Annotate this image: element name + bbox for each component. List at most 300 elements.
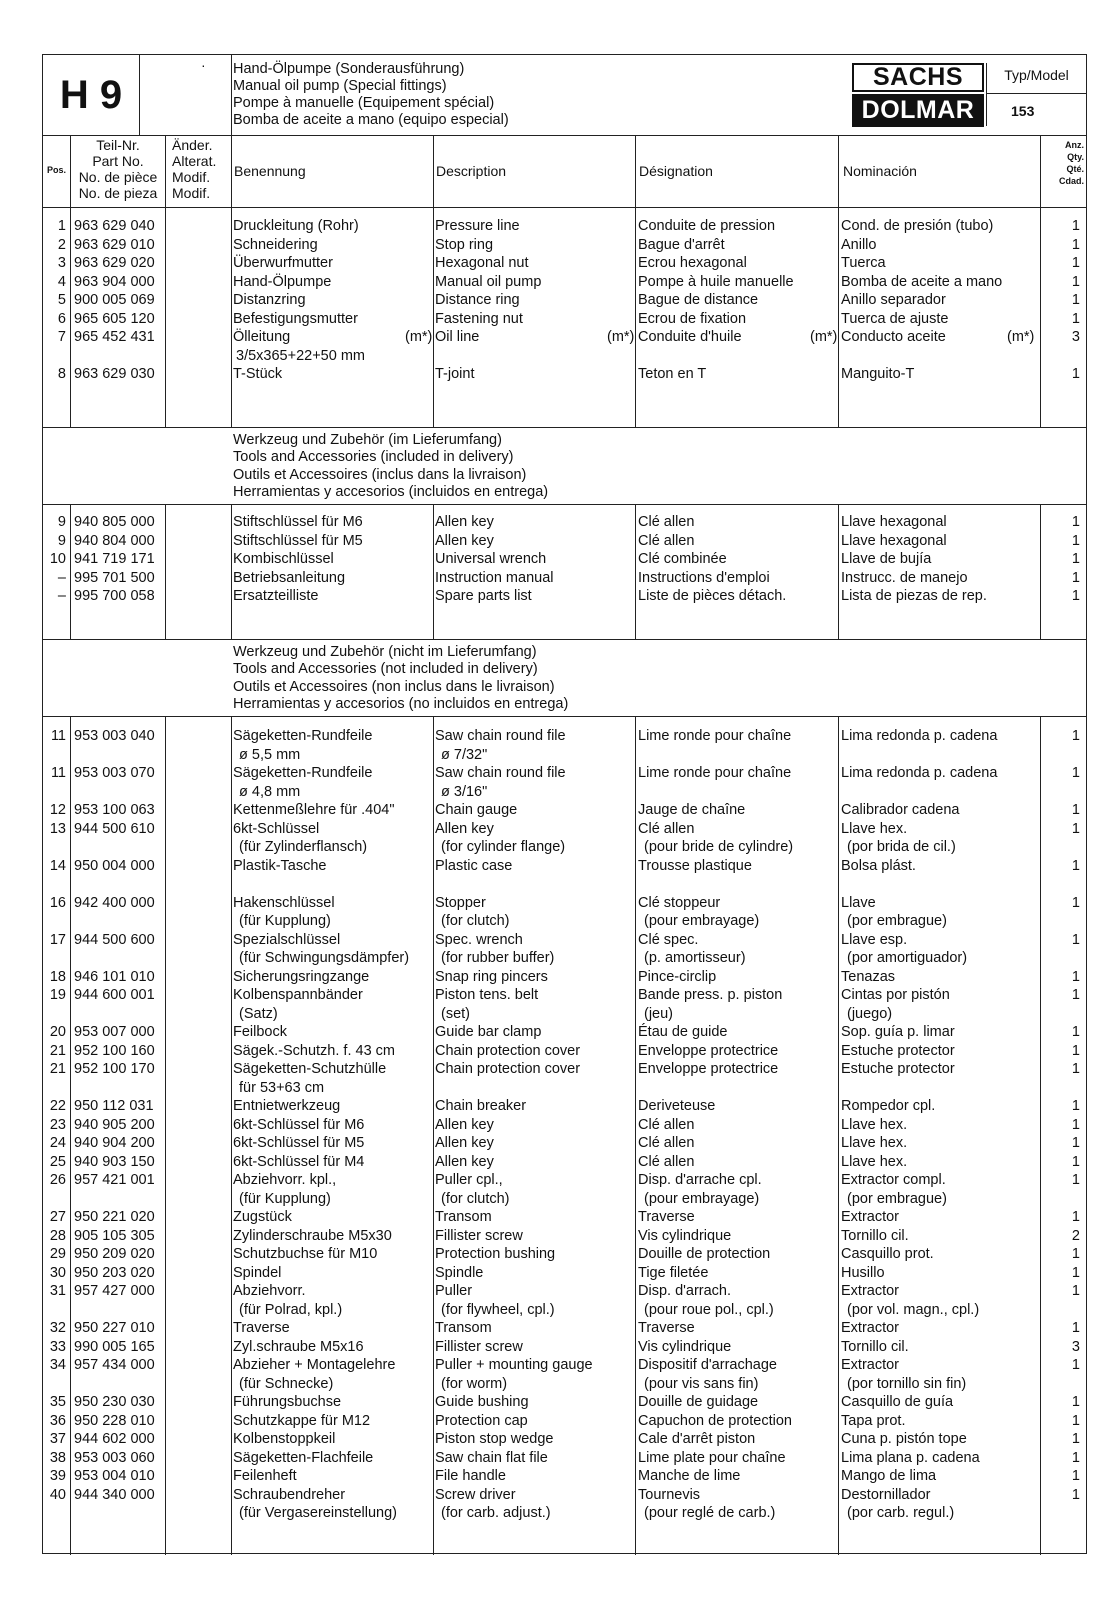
row-designation: Traverse: [638, 1209, 695, 1225]
row-nominacion: Sop. guía p. limar: [841, 1024, 955, 1040]
row-qty: 1: [1071, 1283, 1080, 1299]
row-description: Spec. wrench: [435, 931, 523, 948]
brand-sachs: SACHS: [852, 63, 984, 92]
row-nominacion: Llave hex.: [841, 820, 908, 837]
row-benennung: Sägeketten-Rundfeile: [233, 765, 373, 781]
brand-logo: [852, 63, 984, 127]
brand-dolmar: DOLMAR: [852, 94, 984, 127]
col-part-de: Teil-Nr.: [96, 137, 140, 153]
row-part-number: 900 005 069: [74, 292, 155, 308]
column-divider: [231, 207, 232, 427]
col-nominacion: Nominación: [838, 135, 1040, 207]
row-designation-detail: (jeu): [644, 1005, 674, 1022]
column-divider: [70, 207, 71, 427]
row-description: Fillister screw: [435, 1227, 523, 1244]
row-description: Spare parts list: [435, 588, 532, 604]
row-benennung: Stiftschlüssel für M6: [233, 514, 363, 530]
row-pos: 28: [49, 1227, 66, 1244]
row-benennung: Betriebsanleitung: [233, 569, 346, 586]
not-included-heading-de: Werkzeug und Zubehör (nicht im Lieferumfang): [233, 644, 537, 660]
row-description: Oil line: [435, 329, 480, 345]
row-nominacion: Casquillo prot.: [841, 1246, 934, 1262]
column-divider: [231, 717, 232, 1555]
row-qty: 1: [1071, 255, 1080, 271]
row-part-number: 965 605 120: [74, 310, 155, 327]
not-included-heading-es: Herramientas y accesorios (no incluidos en entrega): [233, 695, 569, 712]
row-nominacion: Tenazas: [841, 968, 896, 985]
row-description: Distance ring: [435, 292, 520, 308]
col-pos: Pos.: [46, 165, 66, 175]
included-heading-en: Tools and Accessories (included in delivery): [233, 449, 514, 466]
row-benennung: Abziehvorr. kpl.,: [233, 1172, 337, 1188]
row-qty: 1: [1071, 310, 1080, 327]
col-qty: [1040, 135, 1086, 207]
row-nominacion: Lista de piezas de rep.: [841, 588, 987, 604]
row-designation: Trousse plastique: [638, 857, 752, 874]
row-benennung: Kombischlüssel: [233, 551, 334, 567]
row-pos: 10: [49, 551, 66, 567]
row-pos: 9: [57, 532, 66, 549]
column-divider: [70, 505, 71, 639]
row-description-detail: (for cylinder flange): [441, 839, 566, 855]
row-part-number: 950 221 020: [74, 1209, 155, 1225]
row-pos: 13: [49, 820, 66, 837]
row-pos: 9: [57, 514, 66, 530]
row-pos: 33: [49, 1338, 66, 1355]
row-qty: 1: [1071, 1209, 1080, 1225]
col-alter-es: Modif.: [172, 185, 211, 201]
col-alteration: [165, 135, 231, 207]
section-main-parts: [43, 207, 1086, 427]
row-benennung: 6kt-Schlüssel: [233, 820, 320, 837]
row-designation: Étau de guide: [638, 1024, 728, 1040]
row-qty: 3: [1071, 1338, 1080, 1355]
row-nominacion: Lima redonda p. cadena: [841, 728, 998, 744]
row-qty: 1: [1071, 514, 1080, 530]
column-divider: [165, 207, 166, 427]
row-benennung-detail: 3/5x365+22+50 mm: [236, 347, 365, 364]
col-qty-fr: Qté.: [1066, 164, 1084, 174]
row-part-number: 963 629 040: [74, 218, 155, 234]
row-designation-detail: (pour roue pol., cpl.): [644, 1301, 774, 1318]
row-designation-detail: (pour embrayage): [644, 1190, 760, 1207]
row-designation: Liste de pièces détach.: [638, 588, 787, 604]
row-designation: Clé allen: [638, 1135, 695, 1151]
column-divider: [70, 717, 71, 1555]
column-divider: [635, 717, 636, 1555]
row-nominacion: Anillo: [841, 236, 877, 253]
row-designation: Lime ronde pour chaîne: [638, 728, 792, 744]
row-qty: 1: [1071, 728, 1080, 744]
row-qty: 1: [1071, 588, 1080, 604]
row-nominacion: Estuche protector: [841, 1061, 955, 1077]
row-material-mark: (m*): [405, 329, 433, 345]
row-benennung-detail: ø 4,8 mm: [239, 783, 301, 800]
row-nominacion-detail: (por tornillo sin fin): [847, 1375, 967, 1392]
row-nominacion: Llave hexagonal: [841, 514, 947, 530]
row-description: Stop ring: [435, 236, 494, 253]
row-part-number: 944 500 610: [74, 820, 155, 837]
row-nominacion: Llave hexagonal: [841, 532, 947, 549]
page-header: [43, 55, 1086, 136]
row-benennung: 6kt-Schlüssel für M6: [233, 1116, 365, 1133]
row-designation: Clé spec.: [638, 931, 699, 948]
row-nominacion: Cintas por pistón: [841, 987, 950, 1003]
row-pos: 40: [49, 1486, 66, 1503]
row-designation-detail: (pour vis sans fin): [644, 1375, 759, 1392]
row-part-number: 953 003 060: [74, 1449, 155, 1466]
row-description: Screw driver: [435, 1486, 516, 1503]
row-description: Snap ring pincers: [435, 968, 548, 985]
column-divider: [635, 207, 636, 427]
row-nominacion: Bomba de aceite a mano: [841, 273, 1003, 290]
row-benennung-detail: (für Zylinderflansch): [239, 839, 368, 855]
row-pos: 39: [49, 1468, 66, 1484]
row-benennung: Druckleitung (Rohr): [233, 218, 359, 234]
row-material-mark: (m*): [1007, 329, 1035, 345]
row-benennung-detail: (für Schnecke): [239, 1375, 334, 1392]
row-pos: 23: [49, 1116, 66, 1133]
row-description: Transom: [435, 1209, 492, 1225]
col-part-fr: No. de pièce: [78, 169, 158, 185]
row-designation: Tige filetée: [638, 1264, 709, 1281]
row-benennung: 6kt-Schlüssel für M5: [233, 1135, 365, 1151]
row-part-number: 950 112 031: [74, 1098, 154, 1114]
included-heading-fr: Outils et Accessoires (inclus dans la livraison): [233, 466, 527, 483]
row-nominacion: Llave: [841, 894, 876, 911]
row-pos: 35: [49, 1394, 66, 1410]
row-description: Plastic case: [435, 857, 513, 874]
row-designation: Tournevis: [638, 1486, 701, 1503]
column-divider: [433, 717, 434, 1555]
row-nominacion: Llave hex.: [841, 1135, 908, 1151]
row-designation: Douille de protection: [638, 1246, 771, 1262]
row-part-number: 965 452 431: [74, 329, 155, 345]
row-qty: 1: [1071, 1320, 1080, 1336]
column-header-row: [43, 135, 1086, 208]
row-pos: 37: [49, 1431, 66, 1447]
row-nominacion-detail: (juego): [847, 1005, 893, 1022]
col-description: Description: [433, 135, 635, 207]
row-qty: 1: [1071, 1431, 1080, 1447]
row-description: Allen key: [435, 532, 494, 549]
row-nominacion: Extractor: [841, 1283, 900, 1299]
row-description: Fillister screw: [435, 1338, 523, 1355]
row-part-number: 953 004 010: [74, 1468, 155, 1484]
row-description: Saw chain flat file: [435, 1449, 548, 1466]
row-part-number: 944 602 000: [74, 1431, 155, 1447]
title-line-es: Bomba de aceite a mano (equipo especial): [233, 112, 509, 128]
row-nominacion: Llave hex.: [841, 1153, 908, 1170]
row-description: Guide bar clamp: [435, 1024, 542, 1040]
row-qty: 1: [1071, 1264, 1080, 1281]
col-part-es: No. de pieza: [78, 185, 158, 201]
row-part-number: 942 400 000: [74, 894, 155, 911]
col-benennung: Benennung: [231, 135, 433, 207]
row-designation: Clé allen: [638, 1116, 695, 1133]
col-alter-en: Alterat.: [172, 153, 217, 169]
row-designation: Conduite d'huile: [638, 329, 742, 345]
row-qty: 1: [1071, 1357, 1080, 1373]
row-part-number: 950 004 000: [74, 857, 155, 874]
row-benennung: Distanzring: [233, 292, 306, 308]
row-designation: Jauge de chaîne: [638, 802, 746, 818]
row-part-number: 944 500 600: [74, 931, 155, 948]
row-pos: 14: [49, 857, 66, 874]
row-qty: 1: [1071, 551, 1080, 567]
row-pos: 20: [49, 1024, 66, 1040]
row-description-detail: (for rubber buffer): [441, 950, 555, 966]
row-description-detail: (for worm): [441, 1375, 508, 1392]
row-nominacion: Calibrador cadena: [841, 802, 960, 818]
row-qty: 1: [1071, 218, 1080, 234]
row-nominacion: Mango de lima: [841, 1468, 937, 1484]
row-pos: 26: [49, 1172, 66, 1188]
row-description: Guide bushing: [435, 1394, 529, 1410]
row-description: Allen key: [435, 1135, 494, 1151]
row-designation: Vis cylindrique: [638, 1227, 732, 1244]
row-benennung: Schutzkappe für M12: [233, 1412, 371, 1429]
row-nominacion: Llave de bujía: [841, 551, 932, 567]
row-pos: 19: [49, 987, 66, 1003]
row-description-detail: (for carb. adjust.): [441, 1505, 551, 1521]
row-description-detail: (for flywheel, cpl.): [441, 1301, 555, 1318]
col-alter-de: Änder.: [172, 137, 213, 153]
row-description: Stopper: [435, 894, 486, 911]
row-pos: 17: [49, 931, 66, 948]
row-benennung: Kolbenspannbänder: [233, 987, 363, 1003]
row-pos: 16: [49, 894, 66, 911]
row-benennung: Kolbenstoppkeil: [233, 1431, 336, 1447]
row-description-detail: (set): [441, 1005, 470, 1022]
row-description: Manual oil pump: [435, 273, 542, 290]
parts-list-sheet: [42, 54, 1087, 1554]
row-nominacion: Extractor: [841, 1357, 900, 1373]
row-pos: 24: [49, 1135, 66, 1151]
row-description: Instruction manual: [435, 569, 554, 586]
row-nominacion: Destornillador: [841, 1486, 931, 1503]
row-qty: 2: [1071, 1227, 1080, 1244]
row-designation: Lime plate pour chaîne: [638, 1449, 786, 1466]
model-box: [986, 63, 1086, 127]
row-designation: Disp. d'arrache cpl.: [638, 1172, 762, 1188]
row-pos: 25: [49, 1153, 66, 1170]
row-qty: 1: [1071, 1412, 1080, 1429]
row-nominacion: Bolsa plást.: [841, 857, 916, 874]
row-pos: –: [57, 569, 66, 586]
row-designation: Instructions d'emploi: [638, 569, 770, 586]
row-description-detail: (for clutch): [441, 1190, 510, 1207]
row-nominacion-detail: (por amortiguador): [847, 950, 968, 966]
row-nominacion-detail: (por embrague): [847, 913, 947, 929]
row-benennung: Befestigungsmutter: [233, 310, 358, 327]
row-description: Allen key: [435, 1153, 494, 1170]
row-qty: 1: [1071, 1042, 1080, 1059]
row-designation: Traverse: [638, 1320, 695, 1336]
row-nominacion: Estuche protector: [841, 1042, 955, 1059]
row-description: Puller: [435, 1283, 473, 1299]
row-pos: 29: [49, 1246, 66, 1262]
row-description: Piston stop wedge: [435, 1431, 554, 1447]
row-nominacion: Lima redonda p. cadena: [841, 765, 998, 781]
row-description: Puller + mounting gauge: [435, 1357, 593, 1373]
row-designation: Cale d'arrêt piston: [638, 1431, 756, 1447]
row-designation-detail: (pour reglé de carb.): [644, 1505, 776, 1521]
row-description: Chain breaker: [435, 1098, 527, 1114]
row-designation: Douille de guidage: [638, 1394, 759, 1410]
row-benennung: Stiftschlüssel für M5: [233, 532, 363, 549]
row-qty: 1: [1071, 1153, 1080, 1170]
row-designation: Clé allen: [638, 532, 695, 549]
row-qty: 1: [1071, 1116, 1080, 1133]
row-description: T-joint: [435, 366, 475, 382]
row-pos: 30: [49, 1264, 66, 1281]
row-designation: Teton en T: [638, 366, 707, 382]
model-number: 153: [986, 94, 1086, 126]
row-part-number: 957 421 001: [74, 1172, 155, 1188]
row-pos: –: [57, 588, 66, 604]
row-benennung: Spindel: [233, 1264, 282, 1281]
row-nominacion: Casquillo de guía: [841, 1394, 954, 1410]
row-qty: 1: [1071, 765, 1080, 781]
column-divider: [635, 505, 636, 639]
row-designation: Conduite de pression: [638, 218, 776, 234]
row-description: Protection cap: [435, 1412, 528, 1429]
row-qty: 1: [1071, 1468, 1080, 1484]
row-part-number: 952 100 170: [74, 1061, 155, 1077]
row-pos: 22: [49, 1098, 66, 1114]
row-pos: 18: [49, 968, 66, 985]
row-qty: 1: [1071, 1486, 1080, 1503]
row-part-number: 995 701 500: [74, 569, 155, 586]
row-nominacion: Tuerca: [841, 255, 886, 271]
row-designation-detail: (pour bride de cylindre): [644, 839, 794, 855]
page-title: [233, 61, 509, 129]
header-bullet: ·: [201, 57, 206, 73]
row-part-number: 995 700 058: [74, 588, 155, 604]
row-part-number: 950 209 020: [74, 1246, 155, 1262]
section-included-tools: [43, 505, 1086, 639]
row-benennung-detail: (Satz): [239, 1005, 278, 1022]
col-qty-en: Qty.: [1067, 152, 1084, 162]
row-nominacion: Anillo separador: [841, 292, 946, 308]
row-part-number: 953 100 063: [74, 802, 155, 818]
row-benennung: Sägeketten-Flachfeile: [233, 1449, 374, 1466]
row-pos: 3: [57, 255, 66, 271]
row-part-number: 950 230 030: [74, 1394, 155, 1410]
row-designation: Clé stoppeur: [638, 894, 721, 911]
row-benennung: Abziehvorr.: [233, 1283, 306, 1299]
row-part-number: 940 904 200: [74, 1135, 155, 1151]
row-qty: 1: [1071, 802, 1080, 818]
row-designation: Vis cylindrique: [638, 1338, 732, 1355]
row-description-detail: (for clutch): [441, 913, 510, 929]
row-pos: 36: [49, 1412, 66, 1429]
row-benennung: Entnietwerkzeug: [233, 1098, 341, 1114]
row-description-detail: ø 3/16": [441, 783, 488, 800]
row-part-number: 952 100 160: [74, 1042, 155, 1059]
column-divider: [838, 207, 839, 427]
row-benennung-detail: ø 5,5 mm: [239, 746, 301, 763]
row-nominacion: Lima plana p. cadena: [841, 1449, 980, 1466]
column-divider: [433, 207, 434, 427]
row-benennung: Feilenheft: [233, 1468, 297, 1484]
row-nominacion: Conducto aceite: [841, 329, 946, 345]
row-designation-detail: (p. amortisseur): [644, 950, 746, 966]
row-benennung: Kettenmeßlehre für .404": [233, 802, 395, 818]
row-part-number: 957 434 000: [74, 1357, 155, 1373]
row-description: Hexagonal nut: [435, 255, 529, 271]
row-benennung: Hakenschlüssel: [233, 894, 335, 911]
row-description: Piston tens. belt: [435, 987, 539, 1003]
column-divider: [433, 505, 434, 639]
row-description: Allen key: [435, 820, 494, 837]
row-designation-detail: (pour embrayage): [644, 913, 760, 929]
row-designation: Manche de lime: [638, 1468, 741, 1484]
row-benennung: Ersatzteilliste: [233, 588, 319, 604]
row-part-number: 963 629 020: [74, 255, 155, 271]
row-qty: 1: [1071, 1024, 1080, 1040]
row-designation: Enveloppe protectrice: [638, 1061, 779, 1077]
row-part-number: 940 905 200: [74, 1116, 155, 1133]
row-pos: 34: [49, 1357, 66, 1373]
row-qty: 1: [1071, 968, 1080, 985]
row-qty: 1: [1071, 532, 1080, 549]
col-part-en: Part No.: [92, 153, 144, 169]
row-qty: 1: [1071, 236, 1080, 253]
row-part-number: 950 203 020: [74, 1264, 155, 1281]
row-qty: 1: [1071, 1449, 1080, 1466]
row-designation: Deriveteuse: [638, 1098, 716, 1114]
col-designation: Désignation: [635, 135, 838, 207]
row-qty: 1: [1071, 273, 1080, 290]
row-pos: 38: [49, 1449, 66, 1466]
row-description: Chain gauge: [435, 802, 518, 818]
row-description: Transom: [435, 1320, 492, 1336]
row-benennung: Zugstück: [233, 1209, 292, 1225]
row-part-number: 946 101 010: [74, 968, 155, 985]
row-designation: Pompe à huile manuelle: [638, 273, 794, 290]
row-description: Saw chain round file: [435, 765, 566, 781]
row-benennung: Plastik-Tasche: [233, 857, 327, 874]
column-divider: [838, 505, 839, 639]
row-description: Puller cpl.,: [435, 1172, 503, 1188]
row-designation: Clé allen: [638, 514, 695, 530]
col-qty-de: Anz.: [1065, 140, 1084, 150]
row-nominacion: Tapa prot.: [841, 1412, 906, 1429]
row-pos: 4: [57, 273, 66, 290]
row-nominacion: Cuna p. pistón tope: [841, 1431, 967, 1447]
row-description: Chain protection cover: [435, 1042, 581, 1059]
included-heading-de: Werkzeug und Zubehör (im Lieferumfang): [233, 432, 502, 448]
row-pos: 21: [49, 1042, 66, 1059]
row-qty: 1: [1071, 292, 1080, 308]
row-material-mark: (m*): [607, 329, 635, 345]
row-qty: 1: [1071, 1172, 1080, 1188]
row-part-number: 944 600 001: [74, 987, 155, 1003]
row-designation: Clé allen: [638, 1153, 695, 1170]
section-optional-tools: [43, 717, 1086, 1555]
row-benennung: 6kt-Schlüssel für M4: [233, 1153, 365, 1170]
row-nominacion: Tornillo cil.: [841, 1338, 909, 1355]
not-included-heading-fr: Outils et Accessoires (non inclus dans le livraison): [233, 678, 555, 695]
row-description: Spindle: [435, 1264, 484, 1281]
row-benennung-detail: (für Kupplung): [239, 913, 331, 929]
row-part-number: 940 804 000: [74, 532, 155, 549]
row-pos: 27: [49, 1209, 66, 1225]
row-designation: Clé combinée: [638, 551, 727, 567]
row-benennung: Zylinderschraube M5x30: [233, 1227, 392, 1244]
